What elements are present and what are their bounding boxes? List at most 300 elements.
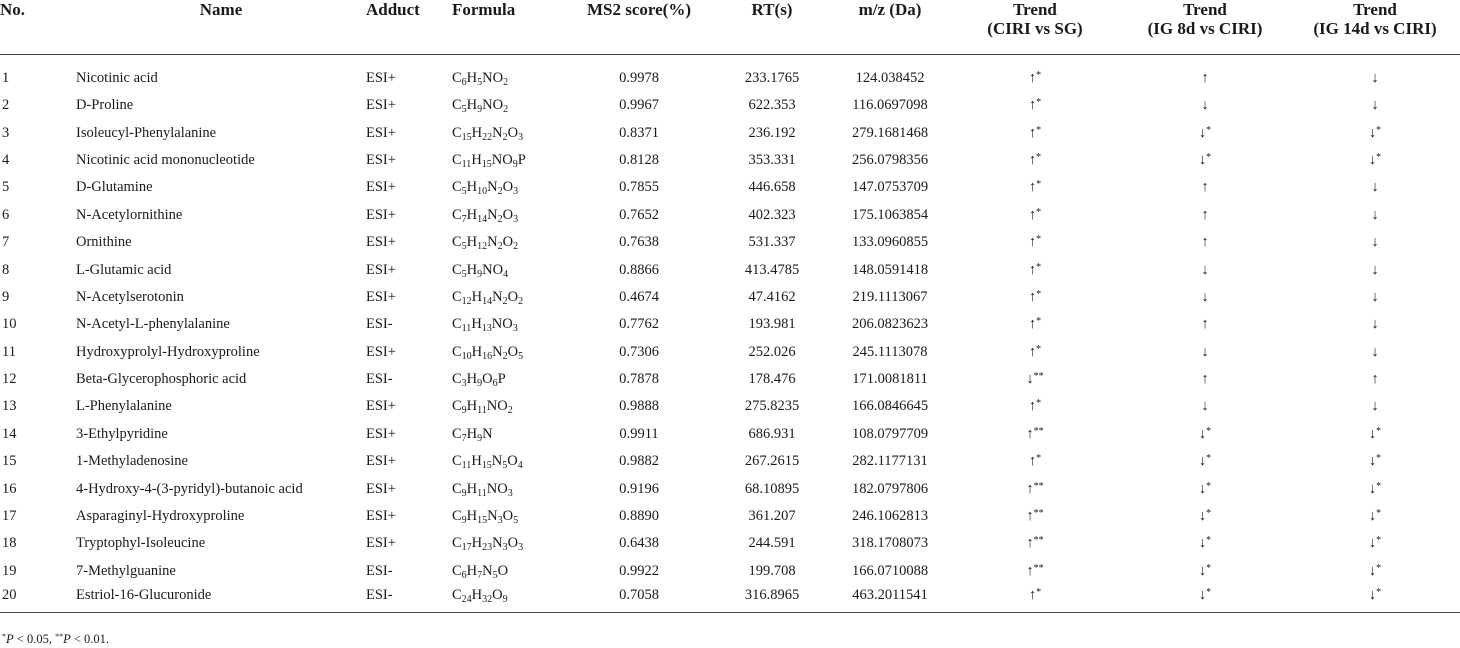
cell-no: 13 xyxy=(2,398,17,415)
cell-no: 2 xyxy=(2,97,10,114)
formula-count: 2 xyxy=(497,213,503,225)
header-trend-ciri-vs-sg: Trend (CIRI vs SG) xyxy=(950,0,1120,54)
trend-arrow: ↑ xyxy=(1028,124,1037,141)
formula-count: 14 xyxy=(482,295,493,307)
formula-element: N xyxy=(491,453,503,470)
cell-trend-2 xyxy=(1120,475,1290,502)
cell-ms2-score: 0.9882 xyxy=(619,453,659,470)
formula-element: N xyxy=(487,206,498,223)
header-trend-ig14d-vs-ciri: Trend (IG 14d vs CIRI) xyxy=(1290,0,1460,54)
significance-mark: * xyxy=(1376,425,1382,437)
formula-count: 24 xyxy=(461,593,472,605)
trend-arrow: ↑ xyxy=(1201,206,1209,223)
cell-mz: 108.0797709 xyxy=(851,425,929,442)
formula-count: 3 xyxy=(518,131,524,143)
cell-trend-2 xyxy=(1120,174,1290,201)
trend-arrow: ↓ xyxy=(1201,97,1209,114)
cell-trend-1 xyxy=(950,585,1120,612)
table-row xyxy=(0,119,1460,146)
cell-formula xyxy=(452,448,564,475)
cell-mz: 133.0960855 xyxy=(851,234,929,251)
formula-element: N xyxy=(482,562,493,579)
cell-formula xyxy=(452,475,564,502)
cell-mz: 246.1062813 xyxy=(851,508,929,525)
cell-name: 4-Hydroxy-4-(3-pyridyl)-butanoic acid xyxy=(76,480,303,497)
formula-element: P xyxy=(517,151,526,168)
cell-formula xyxy=(452,530,564,557)
cell-trend-3 xyxy=(1290,174,1460,201)
formula-element: H xyxy=(466,398,478,415)
formula-count: 5 xyxy=(502,460,508,472)
trend-arrow: ↓ xyxy=(1201,343,1209,360)
table-row xyxy=(0,585,1460,612)
formula-element: O xyxy=(482,371,493,388)
cell-adduct: ESI+ xyxy=(366,179,396,196)
formula-count: 3 xyxy=(512,323,518,335)
cell-trend-2 xyxy=(1120,202,1290,229)
formula-element: H xyxy=(471,535,483,552)
significance-mark: ** xyxy=(1033,535,1044,547)
cell-trend-1 xyxy=(950,284,1120,311)
cell-adduct: ESI- xyxy=(366,316,393,333)
trend-arrow: ↑ xyxy=(1026,562,1034,579)
formula-count: 5 xyxy=(492,569,498,581)
cell-trend-2 xyxy=(1120,147,1290,174)
trend-arrow: ↓ xyxy=(1371,97,1379,114)
header-name: Name xyxy=(76,0,366,54)
cell-name: N-Acetylornithine xyxy=(76,206,183,223)
cell-rt: 316.8965 xyxy=(714,585,830,612)
cell-formula xyxy=(452,558,564,585)
cell-formula xyxy=(452,54,564,92)
formula-element: N xyxy=(482,425,493,442)
footnote-text-1: < 0.05, xyxy=(13,632,56,646)
cell-ms2-score: 0.9967 xyxy=(619,97,659,114)
formula-count: 12 xyxy=(477,241,488,253)
table-row xyxy=(0,174,1460,201)
significance-mark: * xyxy=(1036,343,1042,355)
formula-count: 16 xyxy=(482,350,493,362)
formula-element: H xyxy=(466,371,478,388)
trend-arrow: ↓ xyxy=(1201,398,1209,415)
cell-adduct: ESI+ xyxy=(366,288,396,305)
cell-mz: 166.0710088 xyxy=(851,562,929,579)
cell-rt: 236.192 xyxy=(748,124,796,141)
formula-element: O xyxy=(507,453,518,470)
formula-element: O xyxy=(492,261,504,278)
header-ms2-score: MS2 score(%) xyxy=(564,0,714,54)
formula-count: 6 xyxy=(461,77,467,89)
formula-element: C xyxy=(452,480,462,497)
formula-count: 9 xyxy=(477,432,483,444)
cell-adduct: ESI+ xyxy=(366,535,396,552)
cell-rt: 199.708 xyxy=(748,562,796,579)
table-row xyxy=(0,558,1460,585)
table-row xyxy=(0,393,1460,420)
significance-mark: * xyxy=(1376,453,1382,465)
cell-mz: 124.038452 xyxy=(855,70,925,87)
formula-element: H xyxy=(466,97,478,114)
formula-count: 6 xyxy=(461,569,467,581)
cell-trend-1 xyxy=(950,311,1120,338)
formula-count: 9 xyxy=(461,515,467,527)
formula-count: 2 xyxy=(513,241,519,253)
header-adduct: Adduct xyxy=(366,0,452,54)
cell-ms2-score: 0.9978 xyxy=(619,70,659,87)
table-row xyxy=(0,284,1460,311)
cell-ms2-score: 0.8371 xyxy=(619,124,659,141)
cell-rt: 275.8235 xyxy=(744,398,800,415)
cell-adduct: ESI+ xyxy=(366,261,396,278)
formula-element: C xyxy=(452,151,462,168)
formula-element: H xyxy=(466,425,478,442)
footnote-p-2: P xyxy=(63,632,71,646)
cell-adduct: ESI+ xyxy=(366,425,396,442)
formula-element: H xyxy=(466,480,478,497)
formula-element: C xyxy=(452,234,462,251)
significance-mark: * xyxy=(1206,586,1212,598)
table-row xyxy=(0,366,1460,393)
cell-rt: 686.931 xyxy=(748,425,796,442)
formula-element: N xyxy=(491,316,503,333)
cell-ms2-score: 0.9888 xyxy=(619,398,659,415)
trend-arrow: ↑ xyxy=(1028,234,1037,251)
formula-element: C xyxy=(452,398,462,415)
cell-name: Nicotinic acid mononucleotide xyxy=(76,151,255,168)
cell-formula xyxy=(452,421,564,448)
cell-trend-2 xyxy=(1120,366,1290,393)
footnote-star-2: ** xyxy=(55,632,64,641)
formula-element: C xyxy=(452,179,462,196)
trend-arrow: ↑ xyxy=(1201,234,1209,251)
cell-adduct: ESI+ xyxy=(366,151,396,168)
formula-element: H xyxy=(466,206,478,223)
cell-formula xyxy=(452,585,564,612)
table-row xyxy=(0,339,1460,366)
cell-trend-3 xyxy=(1290,448,1460,475)
table-row xyxy=(0,92,1460,119)
formula-element: O xyxy=(492,97,504,114)
cell-trend-2 xyxy=(1120,54,1290,92)
significance-mark: * xyxy=(1376,535,1382,547)
formula-count: 11 xyxy=(461,158,472,170)
footnote-star-1: * xyxy=(2,632,6,641)
trend-arrow: ↑ xyxy=(1028,151,1037,168)
cell-trend-3 xyxy=(1290,256,1460,283)
cell-ms2-score: 0.7762 xyxy=(619,316,659,333)
trend-arrow: ↓ xyxy=(1198,535,1207,552)
formula-element: H xyxy=(471,288,483,305)
significance-mark: * xyxy=(1206,151,1212,163)
formula-count: 10 xyxy=(461,350,472,362)
cell-trend-1 xyxy=(950,530,1120,557)
significance-mark: * xyxy=(1206,425,1212,437)
formula-count: 2 xyxy=(497,241,503,253)
cell-name: 1-Methyladenosine xyxy=(76,453,188,470)
formula-element: O xyxy=(497,480,508,497)
cell-no: 17 xyxy=(2,508,17,525)
formula-element: C xyxy=(452,371,462,388)
formula-element: N xyxy=(492,343,503,360)
formula-element: C xyxy=(452,288,462,305)
trend-arrow: ↓ xyxy=(1368,124,1377,141)
trend-arrow: ↑ xyxy=(1201,179,1209,196)
formula-element: H xyxy=(471,586,483,603)
formula-count: 9 xyxy=(502,593,508,605)
trend-arrow: ↑ xyxy=(1026,480,1034,497)
cell-rt: 361.207 xyxy=(748,508,796,525)
cell-adduct: ESI+ xyxy=(366,480,396,497)
cell-name: Asparaginyl-Hydroxyproline xyxy=(76,508,245,525)
formula-element: N xyxy=(492,288,503,305)
cell-formula xyxy=(452,366,564,393)
trend-arrow: ↑ xyxy=(1201,316,1209,333)
cell-trend-3 xyxy=(1290,54,1460,92)
significance-mark: ** xyxy=(1033,480,1044,492)
formula-element: O xyxy=(502,151,513,168)
trend-arrow: ↑ xyxy=(1026,508,1034,525)
significance-mark: * xyxy=(1036,316,1042,328)
formula-count: 9 xyxy=(512,158,518,170)
cell-name: Estriol-16-Glucuronide xyxy=(76,585,366,612)
trend-arrow: ↑ xyxy=(1201,371,1209,388)
significance-mark: * xyxy=(1036,206,1042,218)
significance-mark: * xyxy=(1036,97,1042,109)
formula-count: 6 xyxy=(492,378,498,390)
formula-element: N xyxy=(492,124,503,141)
formula-element: N xyxy=(487,508,498,525)
formula-element: C xyxy=(452,206,462,223)
formula-count: 5 xyxy=(518,350,524,362)
table-row xyxy=(0,147,1460,174)
trend-arrow: ↓ xyxy=(1198,508,1207,525)
formula-element: O xyxy=(502,508,514,525)
trend-arrow: ↓ xyxy=(1198,480,1207,497)
cell-trend-1 xyxy=(950,503,1120,530)
cell-rt: 233.1765 xyxy=(744,70,800,87)
cell-trend-3 xyxy=(1290,147,1460,174)
cell-trend-2 xyxy=(1120,503,1290,530)
cell-trend-1 xyxy=(950,256,1120,283)
cell-trend-1 xyxy=(950,558,1120,585)
formula-count: 17 xyxy=(461,542,472,554)
cell-trend-3 xyxy=(1290,503,1460,530)
cell-rt: 178.476 xyxy=(748,371,796,388)
cell-name: D-Glutamine xyxy=(76,179,153,196)
cell-ms2-score: 0.9196 xyxy=(619,480,659,497)
significance-mark: * xyxy=(1376,562,1382,574)
formula-element: N xyxy=(487,234,498,251)
trend-arrow: ↓ xyxy=(1198,124,1207,141)
cell-rt: 531.337 xyxy=(748,234,796,251)
cell-adduct: ESI+ xyxy=(366,234,396,251)
cell-rt: 622.353 xyxy=(748,97,796,114)
header-row xyxy=(0,0,1460,54)
cell-no: 1 xyxy=(2,70,10,87)
formula-element: H xyxy=(466,261,478,278)
cell-mz: 219.1113067 xyxy=(852,288,928,305)
formula-element: O xyxy=(502,179,514,196)
formula-count: 9 xyxy=(461,405,467,417)
formula-element: C xyxy=(452,425,462,442)
formula-count: 23 xyxy=(482,542,493,554)
cell-trend-3 xyxy=(1290,229,1460,256)
trend-arrow: ↑ xyxy=(1026,425,1034,442)
cell-rt: 47.4162 xyxy=(748,288,796,305)
formula-count: 9 xyxy=(477,104,483,116)
table-row xyxy=(0,503,1460,530)
cell-formula xyxy=(452,256,564,283)
cell-rt: 244.591 xyxy=(748,535,796,552)
cell-trend-1 xyxy=(950,421,1120,448)
cell-no: 11 xyxy=(2,343,16,360)
cell-name: Isoleucyl-Phenylalanine xyxy=(76,124,217,141)
formula-element: O xyxy=(507,288,519,305)
cell-trend-3 xyxy=(1290,119,1460,146)
formula-element: C xyxy=(452,70,462,87)
significance-mark: * xyxy=(1206,508,1212,520)
formula-count: 4 xyxy=(503,268,509,280)
cell-formula xyxy=(452,393,564,420)
cell-mz: 318.1708073 xyxy=(851,535,929,552)
cell-trend-2 xyxy=(1120,311,1290,338)
trend-arrow: ↓ xyxy=(1198,562,1207,579)
cell-adduct: ESI+ xyxy=(366,97,396,114)
trend-arrow: ↓ xyxy=(1026,371,1034,388)
formula-element: O xyxy=(502,316,513,333)
cell-name: Ornithine xyxy=(76,234,132,251)
cell-ms2-score: 0.8866 xyxy=(619,261,659,278)
cell-no: 20 xyxy=(0,585,76,612)
cell-adduct: ESI+ xyxy=(366,398,396,415)
cell-trend-2 xyxy=(1120,229,1290,256)
cell-adduct: ESI- xyxy=(366,371,393,388)
table-row xyxy=(0,229,1460,256)
formula-count: 3 xyxy=(507,487,513,499)
formula-count: 5 xyxy=(513,515,519,527)
cell-trend-2 xyxy=(1120,585,1290,612)
cell-trend-1 xyxy=(950,92,1120,119)
trend-arrow: ↓ xyxy=(1201,288,1209,305)
formula-count: 15 xyxy=(477,515,488,527)
footnote-p-1: P xyxy=(6,632,14,646)
cell-trend-1 xyxy=(950,339,1120,366)
formula-count: 2 xyxy=(507,405,513,417)
trend-arrow: ↓ xyxy=(1371,261,1379,278)
cell-mz: 206.0823623 xyxy=(851,316,929,333)
trend-arrow: ↓ xyxy=(1368,480,1377,497)
trend-arrow: ↓ xyxy=(1371,206,1379,223)
formula-count: 11 xyxy=(461,460,472,472)
trend-arrow: ↓ xyxy=(1371,70,1379,87)
significance-mark: * xyxy=(1206,535,1212,547)
cell-mz: 256.0798356 xyxy=(851,151,929,168)
cell-ms2-score: 0.7638 xyxy=(619,234,659,251)
cell-mz: 175.1063854 xyxy=(851,206,929,223)
formula-count: 13 xyxy=(481,323,492,335)
cell-trend-2 xyxy=(1120,558,1290,585)
significance-mark: * xyxy=(1036,288,1042,300)
cell-trend-2 xyxy=(1120,448,1290,475)
cell-no: 15 xyxy=(2,453,17,470)
cell-trend-1 xyxy=(950,174,1120,201)
table-body xyxy=(0,54,1460,612)
formula-element: C xyxy=(452,453,462,470)
cell-adduct: ESI+ xyxy=(366,124,396,141)
table-row xyxy=(0,54,1460,92)
formula-count: 3 xyxy=(518,542,524,554)
trend-arrow: ↓ xyxy=(1371,234,1379,251)
formula-count: 3 xyxy=(513,213,519,225)
formula-element: H xyxy=(466,70,478,87)
formula-count: 22 xyxy=(482,131,493,143)
header-mz: m/z (Da) xyxy=(830,0,950,54)
formula-element: H xyxy=(466,508,478,525)
trend-arrow: ↓ xyxy=(1368,562,1377,579)
table-row xyxy=(0,530,1460,557)
formula-element: O xyxy=(502,234,514,251)
table-row xyxy=(0,448,1460,475)
cell-mz: 282.1177131 xyxy=(852,453,928,470)
formula-element: H xyxy=(471,343,483,360)
significance-mark: * xyxy=(1036,234,1042,246)
significance-mark: * xyxy=(1036,151,1042,163)
significance-mark: * xyxy=(1376,586,1382,598)
cell-formula xyxy=(452,339,564,366)
table-row xyxy=(0,202,1460,229)
formula-element: H xyxy=(471,316,482,333)
cell-formula xyxy=(452,92,564,119)
cell-rt: 402.323 xyxy=(748,206,796,223)
table-row xyxy=(0,311,1460,338)
cell-ms2-score: 0.7058 xyxy=(564,585,714,612)
formula-element: C xyxy=(452,508,462,525)
cell-name: 3-Ethylpyridine xyxy=(76,425,168,442)
formula-count: 2 xyxy=(502,295,508,307)
formula-element: H xyxy=(466,562,478,579)
cell-trend-2 xyxy=(1120,530,1290,557)
formula-element: O xyxy=(507,535,519,552)
formula-element: O xyxy=(492,586,503,603)
trend-arrow: ↑ xyxy=(1028,316,1037,333)
trend-arrow: ↓ xyxy=(1371,316,1379,333)
formula-element: N xyxy=(486,480,498,497)
cell-name: Beta-Glycerophosphoric acid xyxy=(76,371,247,388)
cell-trend-1 xyxy=(950,54,1120,92)
formula-count: 15 xyxy=(461,131,472,143)
cell-trend-3 xyxy=(1290,339,1460,366)
cell-name: 7-Methylguanine xyxy=(76,562,176,579)
significance-mark: * xyxy=(1036,70,1042,82)
formula-element: N xyxy=(482,70,493,87)
formula-count: 11 xyxy=(477,487,487,499)
trend-arrow: ↑ xyxy=(1026,535,1034,552)
cell-name: Hydroxyprolyl-Hydroxyproline xyxy=(76,343,260,360)
formula-count: 2 xyxy=(502,350,508,362)
cell-mz: 166.0846645 xyxy=(851,398,929,415)
cell-adduct: ESI- xyxy=(366,562,393,579)
formula-count: 5 xyxy=(461,186,467,198)
cell-formula xyxy=(452,174,564,201)
cell-formula xyxy=(452,119,564,146)
formula-count: 32 xyxy=(482,593,493,605)
cell-adduct: ESI+ xyxy=(366,343,396,360)
cell-ms2-score: 0.7306 xyxy=(619,343,659,360)
trend-arrow: ↓ xyxy=(1198,453,1207,470)
cell-formula xyxy=(452,202,564,229)
cell-mz: 182.0797806 xyxy=(851,480,929,497)
formula-element: N xyxy=(482,261,493,278)
